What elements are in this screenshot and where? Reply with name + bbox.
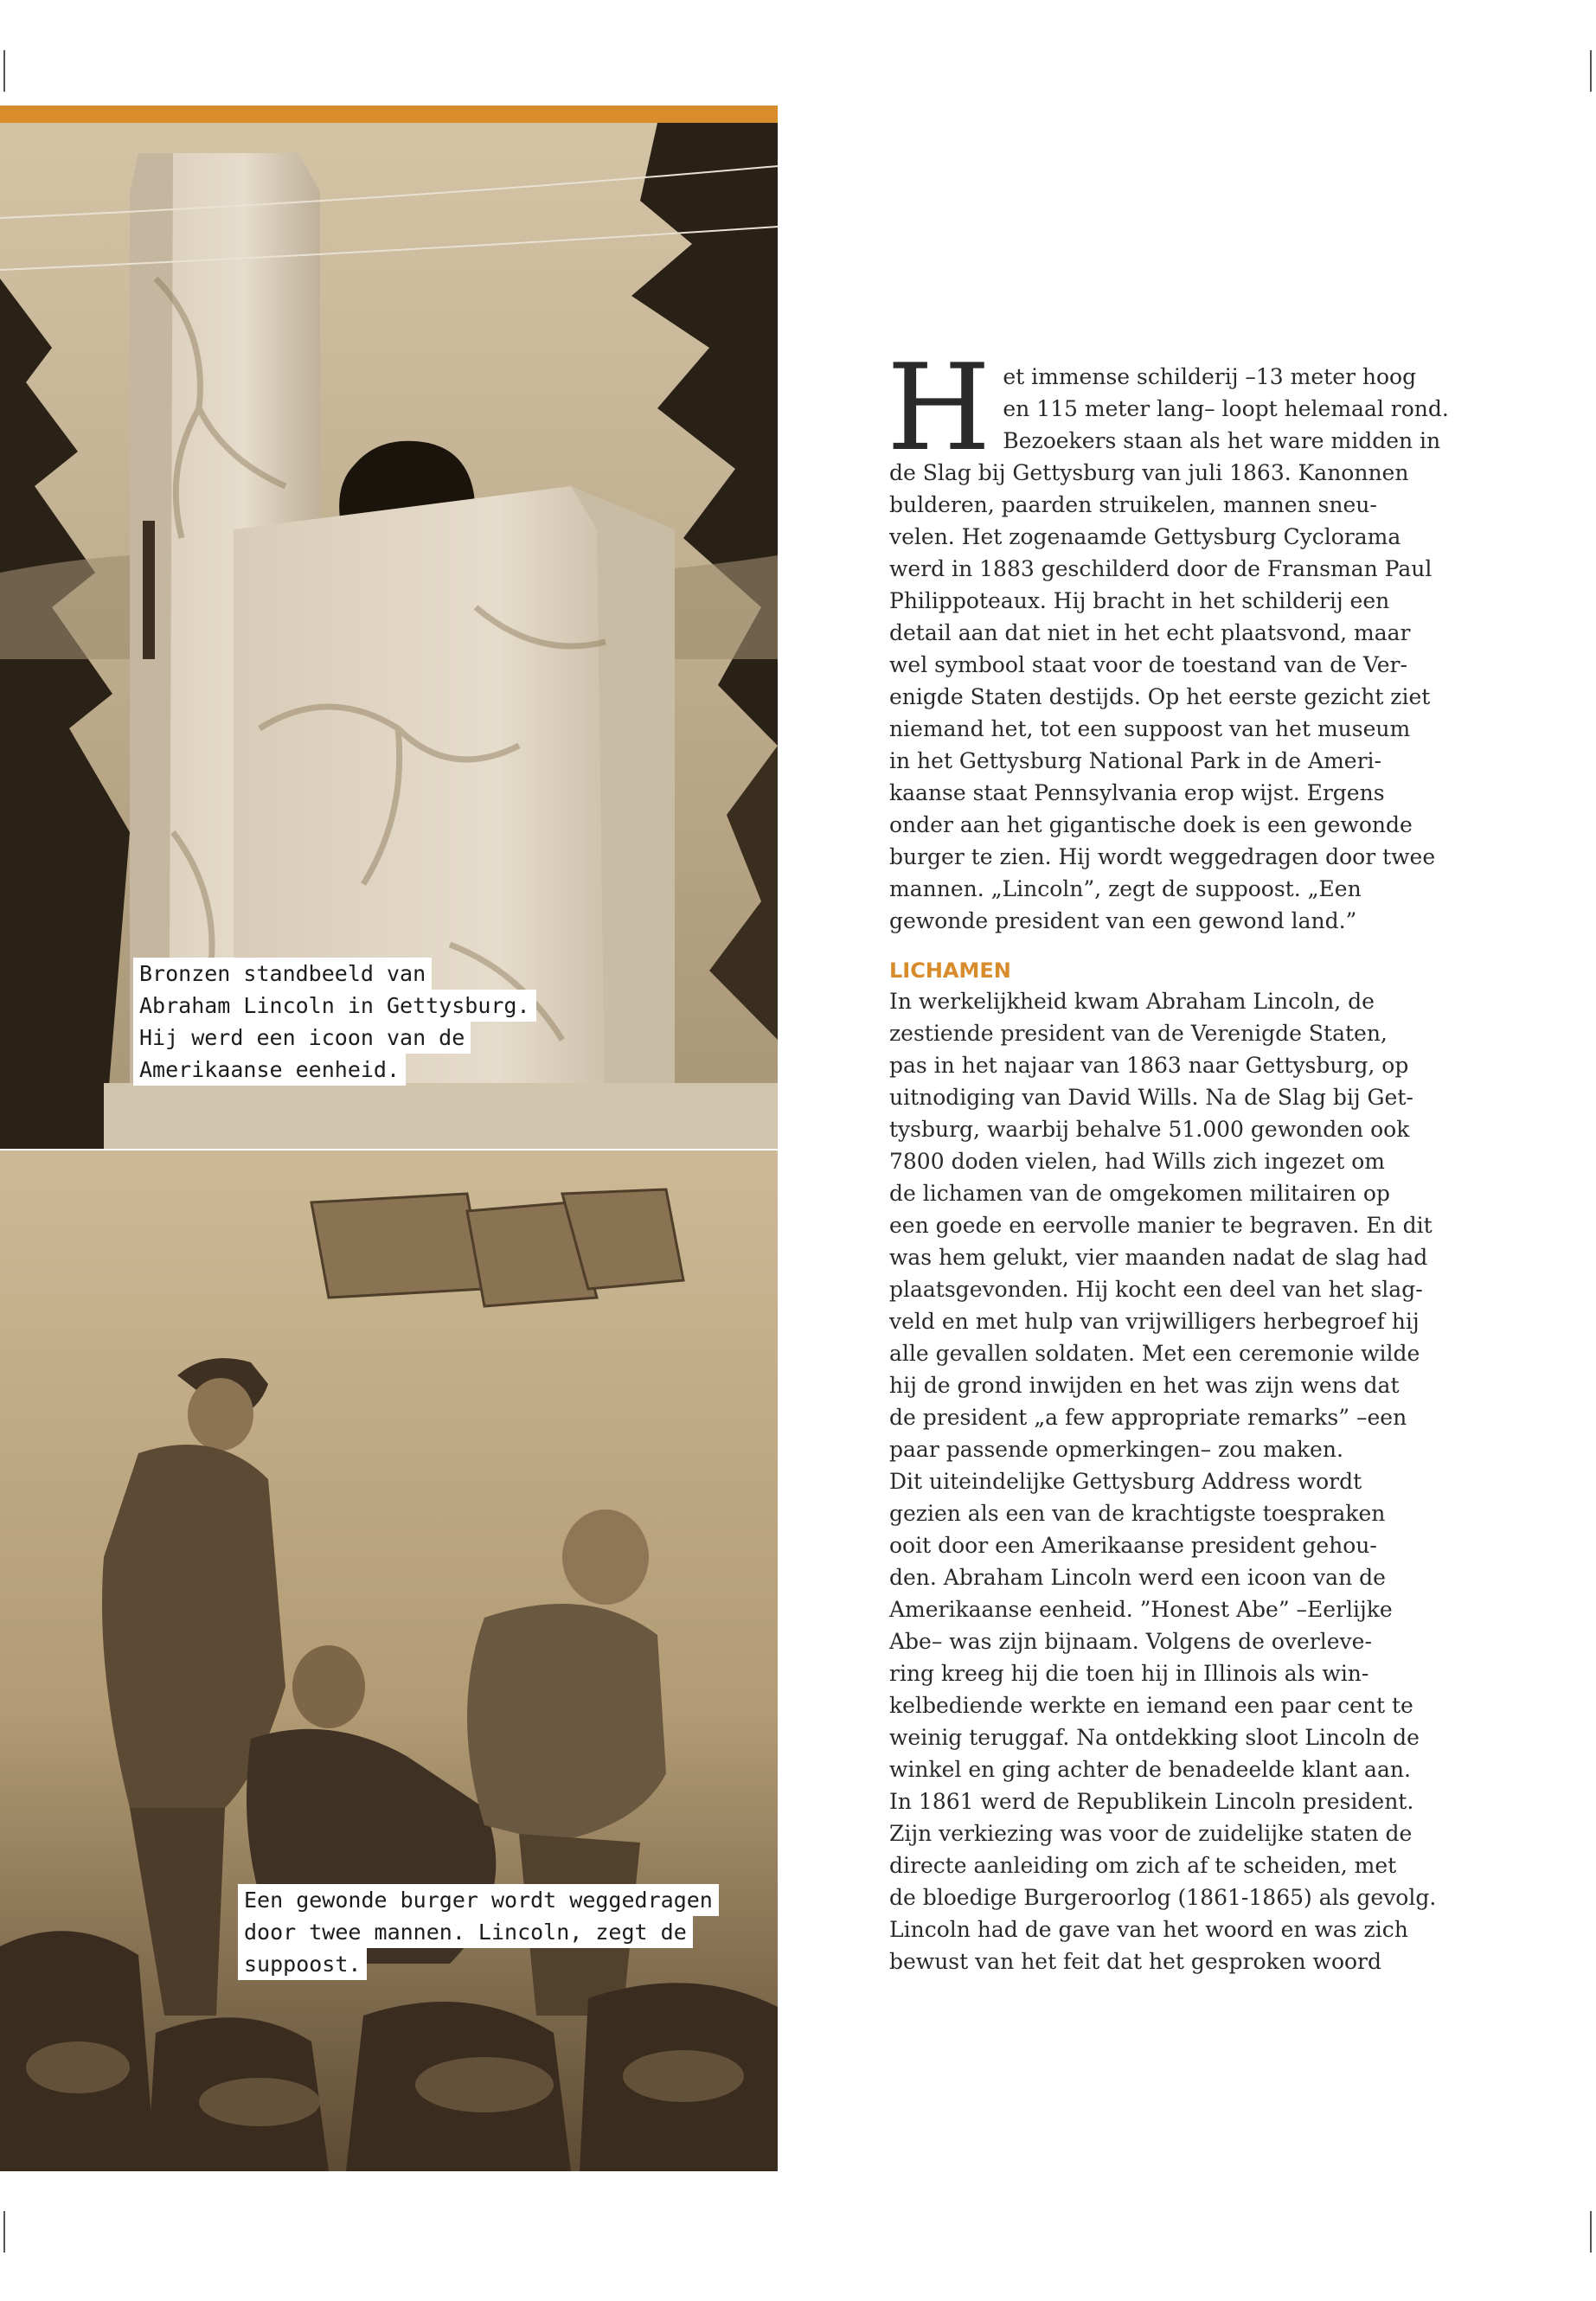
caption-line: Bronzen standbeeld van: [133, 958, 432, 990]
text-line: veld en met hulp van vrijwilligers herbegroef hij: [889, 1309, 1420, 1334]
section-heading: LICHAMEN: [889, 958, 1011, 983]
text-line: wel symbool staat voor de toestand van de Ver-: [889, 652, 1407, 677]
text-line: velen. Het zogenaamde Gettysburg Cyclorama: [889, 524, 1401, 549]
text-line: en 115 meter lang– loopt helemaal rond.: [1003, 396, 1449, 421]
text-line: niemand het, tot een suppoost van het museum: [889, 716, 1411, 741]
text-line: detail aan dat niet in het echt plaatsvond, maar: [889, 620, 1411, 645]
text-line: enigde Staten destijds. Op het eerste gezicht ziet: [889, 684, 1431, 709]
accent-bar: [0, 106, 778, 123]
text-line: was hem gelukt, vier maanden nadat de slag had: [889, 1245, 1428, 1270]
caption-line: door twee mannen. Lincoln, zegt de: [238, 1916, 693, 1948]
text-line: Philippoteaux. Hij bracht in het schilderij een: [889, 588, 1390, 613]
text-line: de lichamen van de omgekomen militairen op: [889, 1181, 1390, 1206]
text-line: bulderen, paarden struikelen, mannen sneu-: [889, 492, 1377, 517]
text-line: directe aanleiding om zich af te scheiden, met: [889, 1853, 1397, 1878]
text-line: In 1861 werd de Republikein Lincoln president.: [889, 1789, 1414, 1814]
text-line: werd in 1883 geschilderd door de Fransman Paul: [889, 556, 1433, 581]
text-line: hij de grond inwijden en het was zijn wens dat: [889, 1373, 1400, 1398]
drop-cap: H: [887, 338, 991, 478]
text-line: de president „a few appropriate remarks” –een: [889, 1405, 1407, 1430]
text-line: Dit uiteindelijke Gettysburg Address wordt: [889, 1469, 1362, 1494]
text-line: Abe– was zijn bijnaam. Volgens de overleve-: [889, 1629, 1372, 1654]
text-line: mannen. „Lincoln”, zegt de suppoost. „Een: [889, 876, 1362, 901]
text-line: burger te zien. Hij wordt weggedragen door twee: [889, 844, 1436, 869]
text-line: alle gevallen soldaten. Met een ceremonie wilde: [889, 1341, 1420, 1366]
text-line: Zijn verkiezing was voor de zuidelijke staten de: [889, 1821, 1413, 1846]
text-line: winkel en ging achter de benadeelde klant aan.: [889, 1757, 1411, 1782]
text-line: de bloedige Burgeroorlog (1861-1865) als gevolg.: [889, 1885, 1437, 1910]
text-line: een goede en eervolle manier te begraven. En dit: [889, 1213, 1433, 1238]
text-line: kelbediende werkte en iemand een paar cent te: [889, 1693, 1413, 1718]
text-line: et immense schilderij –13 meter hoog: [1003, 364, 1417, 389]
wounded-civilian-illustration: [0, 1150, 778, 2171]
text-line: tysburg, waarbij behalve 51.000 gewonden ook: [889, 1117, 1410, 1142]
text-line: den. Abraham Lincoln werd een icoon van de: [889, 1565, 1386, 1590]
text-line: onder aan het gigantische doek is een gewonde: [889, 812, 1413, 837]
text-line: weinig teruggaf. Na ontdekking sloot Lincoln de: [889, 1725, 1420, 1750]
crop-mark-top-right: [1590, 50, 1592, 92]
text-line: gezien als een van de krachtigste toespraken: [889, 1501, 1386, 1526]
text-line: In werkelijkheid kwam Abraham Lincoln, de: [889, 989, 1375, 1014]
text-line: bewust van het feit dat het gesproken woord: [889, 1949, 1381, 1974]
caption-line: suppoost.: [238, 1948, 367, 1980]
text-line: pas in het najaar van 1863 naar Gettysburg, op: [889, 1053, 1409, 1078]
text-line: zestiende president van de Verenigde Staten,: [889, 1021, 1388, 1046]
text-line: plaatsgevonden. Hij kocht een deel van het slag-: [889, 1277, 1423, 1302]
text-line: de Slag bij Gettysburg van juli 1863. Kanonnen: [889, 460, 1409, 485]
text-line: paar passende opmerkingen– zou maken.: [889, 1437, 1343, 1462]
caption-lincoln-statue: [133, 958, 536, 1086]
article-body: [887, 338, 1452, 1977]
crop-mark-top-left: [3, 50, 5, 92]
crop-mark-bottom-left: [3, 2211, 5, 2253]
text-line: uitnodiging van David Wills. Na de Slag bij Get-: [889, 1085, 1413, 1110]
wounded-civilian-painting: [0, 1150, 778, 2171]
caption-line: Een gewonde burger wordt weggedragen: [238, 1884, 719, 1916]
crop-mark-bottom-right: [1590, 2211, 1592, 2253]
text-line: Bezoekers staan als het ware midden in: [1003, 428, 1441, 453]
caption-wounded-civilian: [238, 1884, 719, 1980]
text-line: in het Gettysburg National Park in de Ameri-: [889, 748, 1381, 773]
text-line: kaanse staat Pennsylvania erop wijst. Ergens: [889, 780, 1385, 805]
text-line: Lincoln had de gave van het woord en was zich: [889, 1917, 1408, 1942]
text-line: 7800 doden vielen, had Wills zich ingezet om: [889, 1149, 1385, 1174]
text-line: Amerikaanse eenheid. ”Honest Abe” –Eerlijke: [889, 1597, 1393, 1622]
caption-line: Abraham Lincoln in Gettysburg.: [133, 990, 536, 1022]
text-line: ooit door een Amerikaanse president gehou-: [889, 1533, 1377, 1558]
text-line: gewonde president van een gewond land.”: [889, 908, 1357, 933]
text-line: ring kreeg hij die toen hij in Illinois als win-: [889, 1661, 1369, 1686]
section-paragraph: [889, 985, 1452, 1977]
caption-line: Hij werd een icoon van de: [133, 1022, 471, 1054]
caption-line: Amerikaanse eenheid.: [133, 1054, 406, 1086]
